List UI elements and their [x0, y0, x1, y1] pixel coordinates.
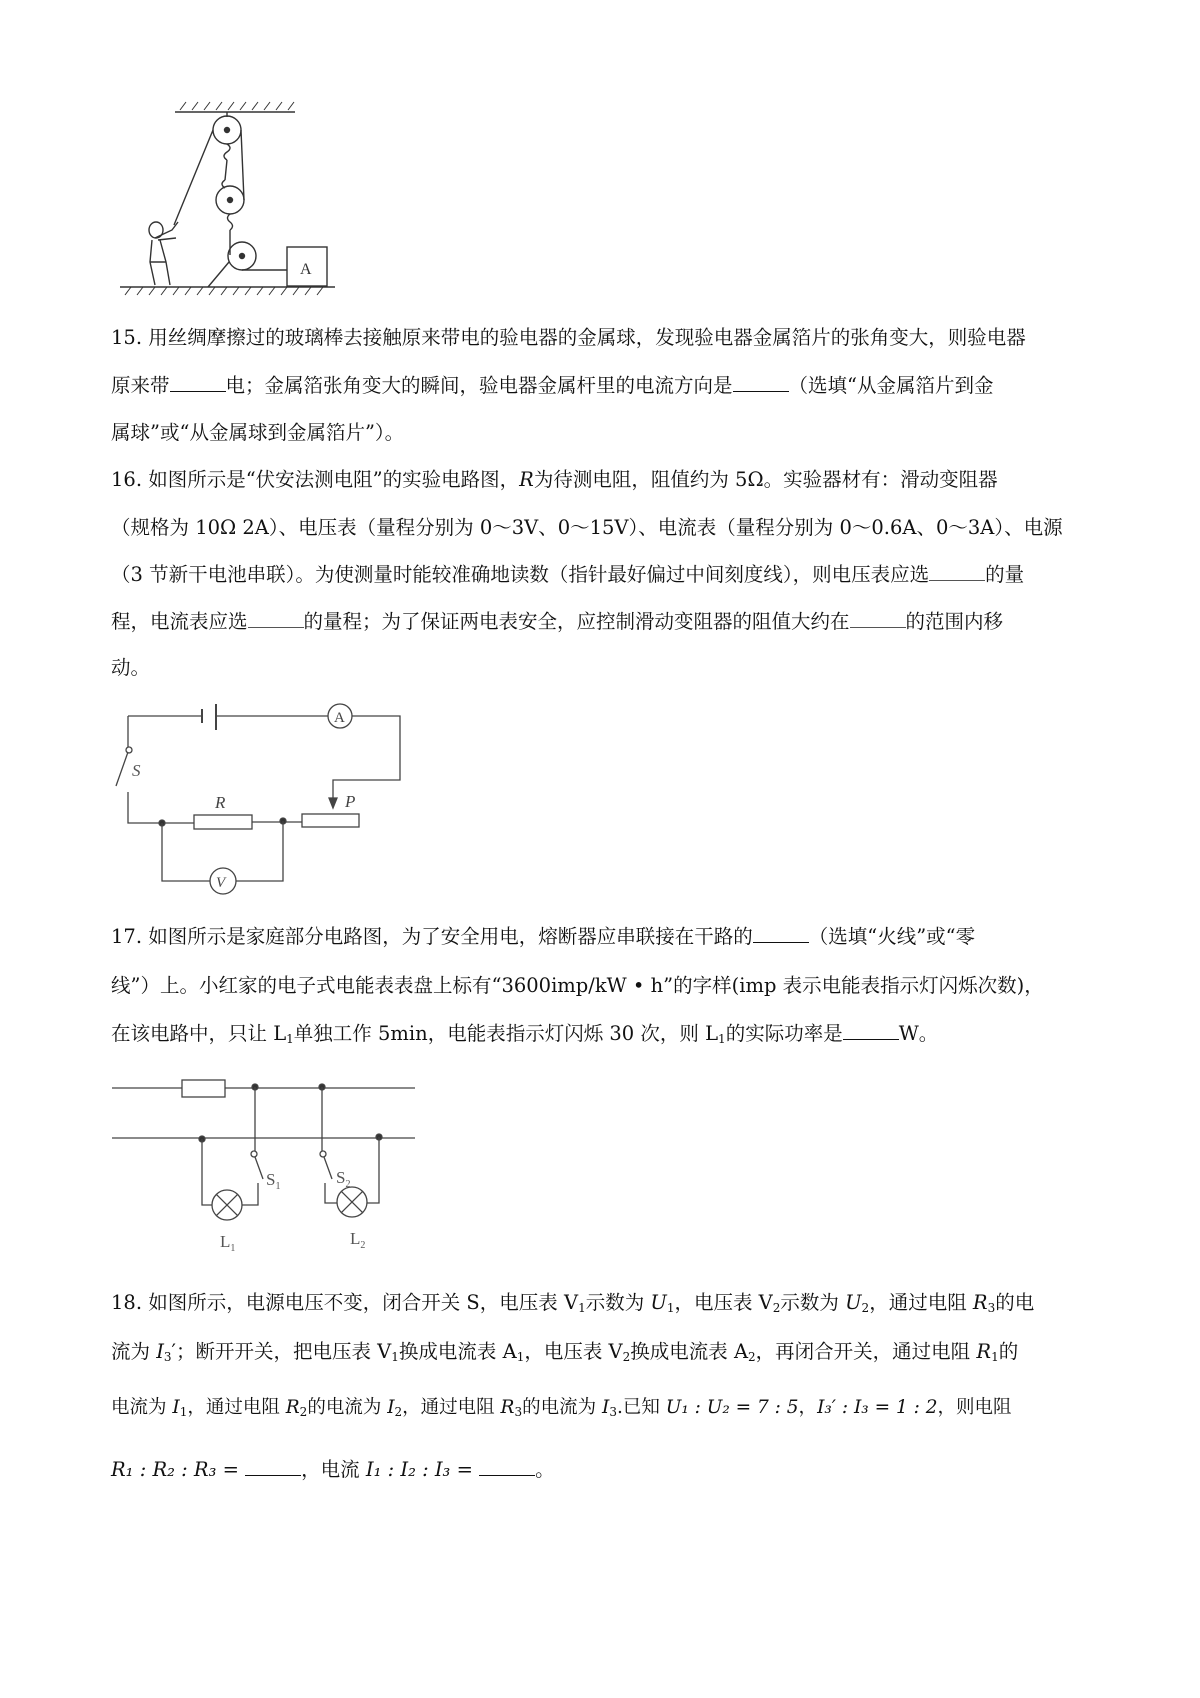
equation: I₁ : I₂ : I₃ = [365, 1458, 473, 1481]
pulley-system-figure [100, 90, 360, 310]
var: U [845, 1291, 862, 1314]
sub: 1 [991, 1350, 999, 1364]
sub: 1 [391, 1350, 399, 1364]
sub: 2 [345, 1179, 351, 1190]
q18-line1 [111, 1290, 1034, 1316]
q17-line1 [111, 924, 975, 950]
text: 的范围内移 [905, 610, 1004, 633]
var: R [500, 1397, 515, 1418]
var: R [285, 1397, 300, 1418]
person-figure [149, 222, 178, 285]
rheostat [302, 814, 359, 827]
text: W。 [898, 1022, 939, 1045]
household-circuit-figure [100, 1075, 430, 1265]
sub: 1 [516, 1350, 525, 1364]
sub: 2 [772, 1301, 781, 1315]
q16-line1 [111, 467, 998, 493]
text: ，则电阻 [937, 1397, 1012, 1418]
text: ，通过电阻 [869, 1291, 973, 1314]
text: 电；金属箔张角变大的瞬间，验电器金属杆里的电流方向是 [225, 374, 733, 397]
voltmeter-label: V [216, 875, 226, 891]
q16-line5 [111, 655, 150, 681]
text: 单独工作 5min，电能表指示灯闪烁 30 次，则 L [293, 1022, 719, 1045]
box-a-label: A [300, 261, 312, 278]
switch1-label: S [266, 1170, 276, 1189]
ammeter-label: A [334, 710, 345, 726]
text: 的电流为 [307, 1397, 388, 1418]
text: 线”）上。小红家的电子式电能表表盘上标有“3600imp/kW • h”的字样(imp 表示电能表指示灯闪烁次数)， [111, 974, 1044, 997]
q16-line4 [111, 609, 1003, 635]
var: R [519, 468, 534, 491]
text: 的量程；为了保证两电表安全，应控制滑动变阻器的阻值大约在 [303, 610, 850, 633]
text: 17. 如图所示是家庭部分电路图，为了安全用电，熔断器应串联接在干路的 [111, 925, 753, 948]
q17-line3 [111, 1021, 938, 1047]
svg-text:L2 [350, 1229, 365, 1251]
text: 16. 如图所示是“伏安法测电阻”的实验电路图， [111, 468, 520, 491]
sub: 2 [299, 1405, 308, 1419]
text: ， [798, 1397, 818, 1418]
sub: 1 [578, 1301, 586, 1315]
lamp1-label: L [220, 1232, 231, 1251]
var: U [650, 1291, 667, 1314]
q15-line2 [111, 373, 994, 399]
q16-line3 [111, 562, 1024, 588]
sub: 2 [748, 1350, 756, 1364]
text: 的实际功率是 [725, 1022, 843, 1045]
svg-text:S1 [266, 1170, 280, 1192]
svg-text:L1 [220, 1232, 235, 1254]
answer-blank[interactable] [843, 1021, 899, 1040]
sub: 1 [666, 1301, 675, 1315]
text: （3 节新干电池串联）。为使测量时能较准确地读数（指针最好偏过中间刻度线），则电压表应选 [111, 563, 930, 586]
sub: 2 [622, 1350, 631, 1364]
answer-blank[interactable] [753, 924, 809, 943]
sub: 2 [360, 1240, 366, 1251]
text: 流为 [111, 1340, 157, 1363]
text: 换成电流表 A [398, 1340, 517, 1363]
text: ，电流 [301, 1458, 366, 1481]
text: 为待测电阻，阻值约为 5Ω。实验器材有：滑动变阻器 [533, 468, 998, 491]
sub: 3 [609, 1405, 617, 1419]
text: ，电压表 V [524, 1340, 623, 1363]
text: 的电 [995, 1291, 1035, 1314]
text: 15. 用丝绸摩擦过的玻璃棒去接触原来带电的验电器的金属球，发现验电器金属箔片的张角变大，则验电器 [111, 326, 1026, 349]
text: .已知 [616, 1397, 666, 1418]
text: 18. 如图所示，电源电压不变，闭合开关 S，电压表 V [111, 1291, 579, 1314]
voltammeter-circuit-figure [110, 700, 420, 910]
text: ，再闭合开关，通过电阻 [755, 1340, 977, 1363]
lamp2-label: L [350, 1229, 361, 1248]
q15-line3 [111, 420, 404, 446]
answer-blank[interactable] [245, 1457, 301, 1476]
text: 。 [535, 1458, 555, 1481]
q18-line4 [111, 1457, 555, 1483]
equation: U₁ : U₂ = 7 : 5 [665, 1397, 799, 1418]
var: I [172, 1397, 180, 1418]
var: I [156, 1340, 164, 1363]
answer-blank[interactable] [850, 609, 906, 628]
answer-blank[interactable] [479, 1457, 535, 1476]
text: 原来带 [111, 374, 170, 397]
text: （选填“火线”或“零 [808, 925, 976, 948]
resistor-label: R [215, 793, 226, 812]
switch-label: S [132, 761, 141, 780]
text: ，通过电阻 [402, 1397, 501, 1418]
resistor-r [194, 815, 252, 829]
var: R [972, 1291, 988, 1314]
sub: 1 [718, 1032, 726, 1046]
text: 示数为 [585, 1291, 651, 1314]
text: ，电压表 V [674, 1291, 773, 1314]
text: 在该电路中，只让 L [111, 1022, 287, 1045]
q15-line1 [111, 325, 1026, 351]
answer-blank[interactable] [733, 373, 789, 392]
equation: I₃′ : I₃ = 1 : 2 [817, 1397, 938, 1418]
answer-blank[interactable] [248, 609, 304, 628]
sub: 3 [987, 1301, 996, 1315]
text: 的 [998, 1340, 1019, 1363]
sub: 2 [394, 1405, 403, 1419]
fuse [182, 1080, 225, 1097]
switch-icon [126, 747, 132, 753]
var: R [976, 1340, 992, 1363]
text: ′；断开开关，把电压表 V [171, 1340, 392, 1363]
sub: 3 [514, 1405, 523, 1419]
slider-label: P [345, 792, 356, 811]
sub: 2 [861, 1301, 870, 1315]
text: 程，电流表应选 [111, 610, 248, 633]
q17-line2 [111, 973, 1044, 999]
text: 换成电流表 A [630, 1340, 749, 1363]
text: 的电流为 [522, 1397, 603, 1418]
answer-blank[interactable] [170, 373, 226, 392]
text: 电流为 [111, 1397, 173, 1418]
sub: 1 [179, 1405, 188, 1419]
text: 动。 [111, 656, 151, 679]
equation: R₁ : R₂ : R₃ = [111, 1458, 239, 1481]
svg-text:S2 [336, 1168, 350, 1190]
sub: 1 [275, 1181, 281, 1192]
text: （选填“从金属箔片到金 [788, 374, 994, 397]
text: 属球”或“从金属球到金属箔片”）。 [111, 421, 405, 444]
switch2-label: S [336, 1168, 346, 1187]
text: 示数为 [780, 1291, 846, 1314]
q16-line2 [111, 515, 1063, 541]
sub: 1 [286, 1032, 294, 1046]
var: I [387, 1397, 395, 1418]
text: （规格为 10Ω 2A）、电压表（量程分别为 0～3V、0～15V）、电流表（量程分别为 0～0.6A、0～3A）、电源 [111, 516, 1063, 539]
q18-line2 [111, 1339, 1018, 1365]
sub: 1 [230, 1243, 236, 1254]
answer-blank[interactable] [929, 562, 985, 581]
text: ，通过电阻 [187, 1397, 286, 1418]
text: 的量 [985, 563, 1025, 586]
sub: 3 [163, 1350, 172, 1364]
q18-line3 [111, 1395, 1012, 1421]
var: I [602, 1397, 610, 1418]
